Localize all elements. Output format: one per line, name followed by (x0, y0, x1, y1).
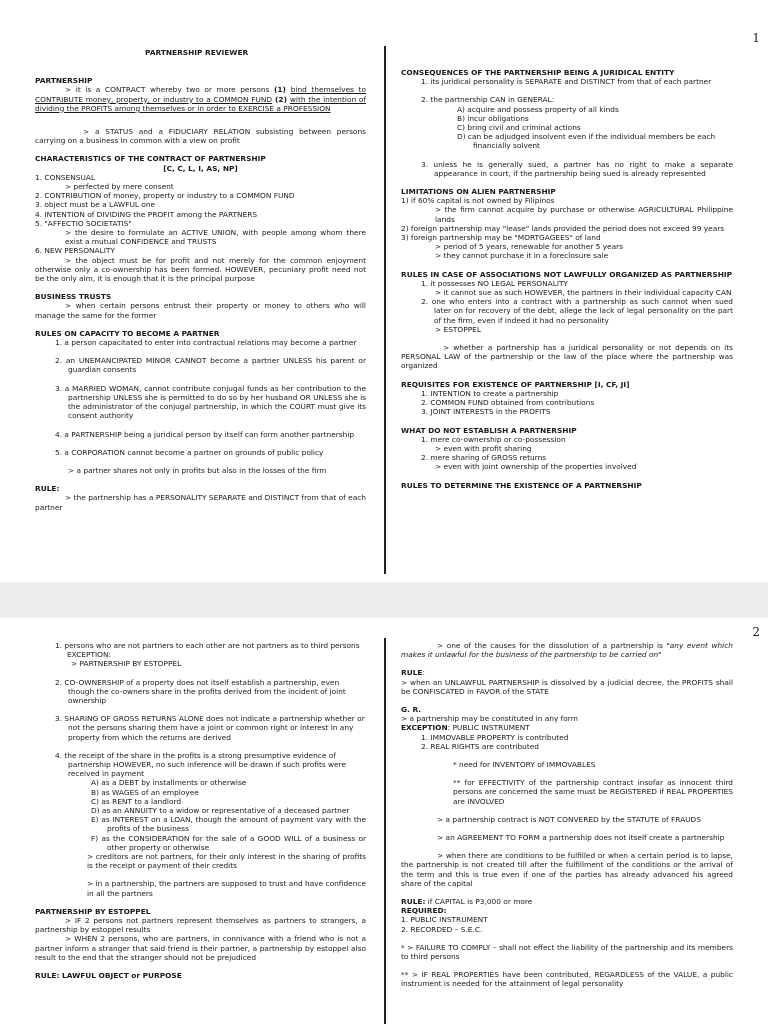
page-number: 2 (752, 625, 760, 639)
paragraph: > a partnership may be constituted in any form (401, 714, 578, 724)
paragraph: > creditors are not partners, for their only interest in the sharing of profits is the receipt or payment of their credits (87, 852, 366, 871)
paragraph: > an AGREEMENT TO FORM a partnership does not itself create a partnership (437, 833, 725, 843)
page1-right-column (401, 68, 733, 490)
page2-left-column (35, 641, 366, 980)
paragraph: > when certain persons entrust their property or money to others who will manage the same for the former (35, 301, 366, 320)
paragraph: > WHEN 2 persons, who are partners, in connivance with a friend who is not a partner inform a stranger that said friend is their partner, a partnership by estoppel also result to the end that the stranger should not be prejudiced (35, 934, 366, 962)
list-item: 1. persons who are not partners to each other are not partners as to third persons (55, 641, 360, 650)
list-item: 2. RECORDED – S.E.C. (401, 924, 483, 934)
paragraph: > a partnership contract is NOT CONVERED by the STATUTE of FRAUDS (437, 814, 701, 824)
page-gap (0, 582, 768, 618)
section-heading: BUSINESS TRUSTS (35, 292, 112, 302)
list-item: 2. COMMON FUND obtained from contributions (421, 398, 595, 408)
list-item: 2. REAL RIGHTS are contributed (421, 741, 539, 751)
section-heading: RULES ON CAPACITY TO BECOME A PARTNER (35, 328, 220, 338)
list-item: > they cannot purchase it in a foreclosure sale (435, 251, 609, 261)
section-heading: PARTNERSHIP (35, 76, 93, 86)
section-heading: CONSEQUENCES OF THE PARTNERSHIP BEING A JURIDICAL ENTITY (401, 68, 675, 77)
list-item: 3. JOINT INTERESTS in the PROFITS (421, 407, 551, 417)
section-heading: RULE: (401, 668, 425, 678)
list-item: > even with profit sharing (435, 443, 532, 453)
paragraph: > in a partnership, the partners are supposed to trust and have confidence in all the partners (87, 879, 366, 898)
list-item: 6. NEW PERSONALITY (35, 246, 115, 256)
paragraph: RULE: if CAPITAL is P3,000 or more (401, 897, 533, 907)
section-heading: WHAT DO NOT ESTABLISH A PARTNERSHIP (401, 425, 577, 435)
section-heading: CHARACTERISTICS OF THE CONTRACT OF PARTNERSHIP (35, 154, 266, 164)
section-heading: RULES TO DETERMINE THE EXISTENCE OF A PARTNERSHIP (401, 480, 642, 490)
list-item: 1. a person capacitated to enter into contractual relations may become a partner (55, 338, 357, 348)
paragraph: * > FAILURE TO COMPLY – shall not effect the liability of the partnership and its members to third persons (401, 942, 733, 962)
list-item: B) as WAGES of an employee (91, 787, 199, 797)
paragraph: > a STATUS and a FIDUCIARY RELATION subsisting between persons carrying on a business in common with a view on profit (35, 127, 366, 146)
list-item: 2. the partnership CAN in GENERAL: (421, 95, 555, 105)
page2-right-column (401, 641, 733, 989)
list-item: 1. its juridical personality is SEPARATE and DISTINCT from that of each partner (421, 77, 712, 87)
list-item: C) as RENT to a landlord (91, 796, 182, 806)
list-item: D) as an ANNUITY to a widow or representative of a deceased partner (91, 806, 350, 816)
list-item: 2. one who enters into a contract with a partnership as such cannot when sued later on for recovery of the debt, allege the lack of legal personality on the part of the firm, even if indeed it had no personality (421, 297, 733, 325)
paragraph: ** > IF REAL PROPERTIES have been contributed, REGARDLESS of the VALUE, a public instrument is needed for the attainment of legal personality (401, 970, 733, 989)
list-item: > PARTNERSHIP BY ESTOPPEL (71, 659, 182, 669)
list-item: ** for EFFECTIVITY of the partnership contract insofar as innocent third persons are concerned the same must be REGISTERED if REAL PROPERTIES are INVOLVED (453, 778, 733, 806)
list-item: * need for INVENTORY of IMMOVABLES (453, 760, 596, 770)
list-item: E) as INTEREST on a LOAN, though the amount of payment vary with the profits of the business (91, 815, 366, 834)
list-item: 1. PUBLIC INSTRUMENT (401, 915, 488, 925)
list-item: 1. it possesses NO LEGAL PERSONALITY (421, 278, 569, 288)
paragraph: > whether a partnership has a juridical personality or not depends on its PERSONAL LAW of the partnership or the law of the place where the partnership was organized (401, 343, 733, 371)
list-item: 2. CONTRIBUTION of money, property or industry to a COMMON FUND (35, 191, 295, 201)
list-item: F) as the CONSIDERATION for the sale of a GOOD WILL of a business or other property or otherwise (91, 833, 366, 852)
mnemonic: [C, C, L, I, AS, NP] (163, 163, 238, 173)
paragraph: > a partner shares not only in profits but also in the losses of the firm (68, 465, 327, 475)
list-item: B) incur obligations (457, 113, 529, 123)
section-heading: REQUIRED: (401, 906, 447, 916)
page-number: 1 (752, 31, 760, 45)
list-item: 1. INTENTION to create a partnership (421, 388, 559, 398)
list-item: EXCEPTION: (67, 650, 112, 660)
list-item: > it cannot sue as such HOWEVER, the partners in their individual capacity CAN (435, 288, 732, 298)
document-title: PARTNERSHIP REVIEWER (145, 48, 249, 57)
list-item: 1. IMMOVABLE PROPERTY is contributed (421, 732, 569, 742)
list-item: A) as a DEBT by installments or otherwise (91, 778, 247, 788)
list-item: 3) foreign partnership may be "MORTGAGEES" of land (401, 233, 601, 243)
list-item: 2) foreign partnership may "lease" lands provided the period does not exceed 99 years (401, 223, 725, 233)
section-heading: RULES IN CASE OF ASSOCIATIONS NOT LAWFULLY ORGANIZED AS PARTNERSHIP (401, 269, 733, 279)
page1-left-column (35, 48, 366, 512)
list-item: C) bring civil and criminal actions (457, 123, 581, 133)
paragraph: > when an UNLAWFUL PARTNERSHIP is dissolved by a judicial decree, the PROFITS shall be CONFISCATED in FAVOR of the STATE (401, 677, 733, 696)
list-item: 3. unless he is generally sued, a partner has no right to make a separate appearance in court, if the partnership being sued is already represented (421, 159, 733, 178)
list-item: 3. object must be a LAWFUL one (35, 200, 156, 210)
paragraph: > when there are conditions to be fulfilled or when a certain period is to lapse, the partnership is not created till after the fulfillment of the conditions or the arrival of the term and this is true even if one of the parties has already advanced his agreed share of the capital (401, 851, 733, 888)
section-heading: RULE: (35, 484, 60, 494)
list-item: 2. an UNEMANCIPATED MINOR CANNOT become a partner UNLESS his parent or guardian consents (55, 356, 366, 375)
list-item: > even with joint ownership of the properties involved (435, 462, 637, 472)
list-item: > ESTOPPEL (435, 324, 481, 334)
list-item: 5. "AFFECTIO SOCIETATIS" (35, 218, 132, 228)
list-item: 2. CO-OWNERSHIP of a property does not itself establish a partnership, even though the co-owners share in the profits derived from the incident of joint ownership (55, 677, 346, 706)
list-item: 4. a PARTNERSHIP being a juridical person by itself can form another partnership (55, 429, 355, 439)
section-heading: PARTNERSHIP BY ESTOPPEL (35, 906, 151, 916)
paragraph: > one of the causes for the dissolution of a partnership is "any event which makes it unlawful for the business of the partnership to be carried on" (401, 641, 733, 660)
section-heading: RULE: LAWFUL OBJECT or PURPOSE (35, 971, 182, 981)
list-item: > perfected by mere consent (65, 182, 174, 192)
list-item: 5. a CORPORATION cannot become a partner on grounds of public policy (55, 447, 324, 457)
list-item: 1) if 60% capital is not owned by Filipinos (401, 196, 555, 206)
paragraph: > it is a CONTRACT whereby two or more persons (1) bind themselves to CONTRIBUTE money, property, or industry to a COMMON FUND (2) with the intention of dividing the PROFITS among themselves or in order to EXERCISE a PROFESSION (35, 85, 366, 113)
list-item: 2. mere sharing of GROSS returns (421, 453, 547, 463)
paragraph: > the partnership has a PERSONALITY SEPARATE and DISTINCT from that of each partner (35, 493, 366, 512)
column-divider (384, 46, 386, 574)
section-heading: REQUISITES FOR EXISTENCE OF PARTNERSHIP [I, CF, JI] (401, 379, 630, 389)
list-item: A) acquire and possess property of all kinds (457, 104, 619, 114)
list-item: 1. mere co-ownership or co-possession (421, 434, 566, 444)
column-divider (384, 638, 386, 1024)
paragraph: > IF 2 persons not partners represent themselves as partners to strangers, a partnership by estoppel results (35, 916, 366, 935)
list-item: 3. a MARRIED WOMAN, cannot contribute conjugal funds as her contribution to the partnership UNLESS she is permitted to do so by her husband OR UNLESS she is the administrator of the conjugal partnership, in which the COURT must give its consent authority (55, 383, 366, 421)
list-item: > the firm cannot acquire by purchase or otherwise AGRICULTURAL Philippine lands (435, 205, 733, 224)
list-item: > period of 5 years, renewable for another 5 years (435, 242, 624, 252)
paragraph: EXCEPTION: PUBLIC INSTRUMENT (401, 723, 530, 733)
list-item: 4. the receipt of the share in the profits is a strong presumptive evidence of partnership HOWEVER, no such inference will be drawn if such profits were received in payment (55, 750, 347, 779)
list-item: > the desire to formulate an ACTIVE UNION, with people among whom there exist a mutual CONFIDENCE and TRUSTS (65, 228, 366, 247)
list-item: 3. SHARING OF GROSS RETURNS ALONE does not indicate a partnership whether or not the persons sharing them have a joint or common right or interest in any property from which the returns are derived (55, 714, 365, 742)
section-heading: G. R. (401, 705, 422, 715)
list-item: 1. CONSENSUAL (35, 172, 96, 182)
list-item: D) can be adjudged insolvent even if the individual members be each financially solvent (457, 132, 716, 151)
list-item: 4. INTENTION of DIVIDING the PROFIT among the PARTNERS (35, 209, 258, 219)
document-page-2 (0, 618, 768, 1024)
list-item: > the object must be for profit and not merely for the common enjoyment otherwise only a co-ownership has been formed. HOWEVER, pecuniary profit need not be the only aim, it is enough that it is the principal purpose (35, 255, 366, 284)
section-heading: LIMITATIONS ON ALIEN PARTNERSHIP (401, 187, 556, 197)
